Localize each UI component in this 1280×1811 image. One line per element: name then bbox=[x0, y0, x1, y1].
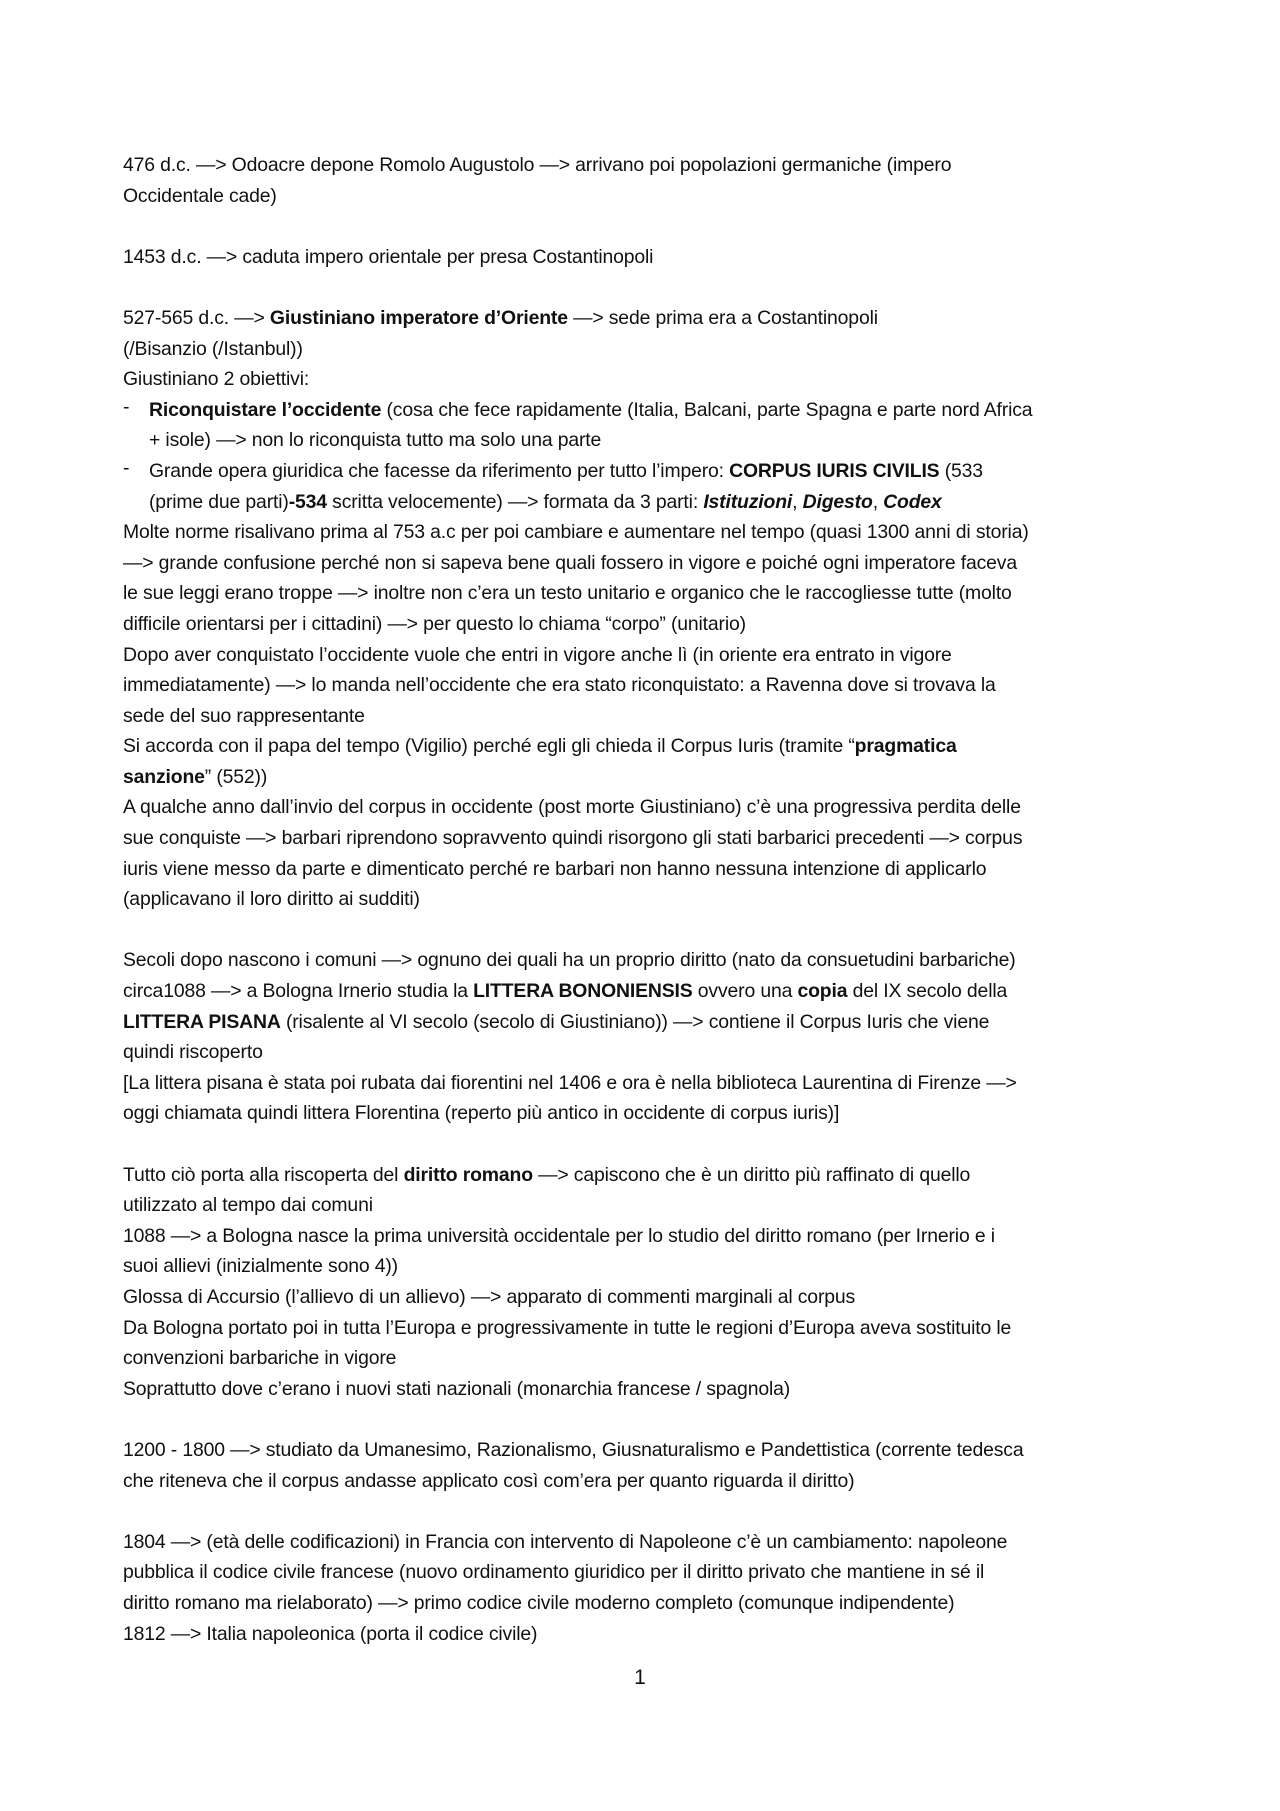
paragraph-gap bbox=[123, 1496, 1168, 1527]
document-body bbox=[123, 150, 1168, 1649]
text-span: le sue leggi erano troppe —> inoltre non c’era un testo unitario e organico che le raccogliesse tutte (molto bbox=[123, 582, 1012, 605]
text-line bbox=[123, 1068, 1168, 1099]
bold-term: diritto romano bbox=[403, 1163, 533, 1186]
text-line bbox=[123, 181, 1168, 212]
text-span: Si accorda con il papa del tempo (Vigilio) perché egli gli chieda il Corpus Iuris (tramite “ bbox=[123, 735, 855, 758]
text-line bbox=[123, 884, 1168, 915]
text-line bbox=[123, 854, 1168, 885]
text-line bbox=[123, 1435, 1168, 1466]
text-line bbox=[123, 792, 1168, 823]
bold-term: Giustiniano imperatore d’Oriente bbox=[269, 306, 568, 329]
text-span: (applicavano il loro diritto ai sudditi) bbox=[123, 888, 420, 911]
text-line bbox=[123, 1343, 1168, 1374]
bold-italic-term: Digesto bbox=[802, 490, 873, 513]
text-line bbox=[123, 1160, 1168, 1191]
text-span: Molte norme risalivano prima al 753 a.c per poi cambiare e aumentare nel tempo (quasi 1300 anni di storia) bbox=[123, 521, 1029, 544]
emphasis bbox=[883, 491, 942, 513]
emphasis bbox=[703, 491, 792, 513]
text-line bbox=[123, 517, 1168, 548]
bullet-continuation bbox=[123, 425, 1168, 456]
paragraph-gap bbox=[123, 272, 1168, 303]
text-span: A qualche anno dall’invio del corpus in occidente (post morte Giustiniano) c’è una progressiva perdita delle bbox=[123, 796, 1021, 819]
text-span: 1200 - 1800 —> studiato da Umanesimo, Razionalismo, Giusnaturalismo e Pandettistica (corrente tedesca bbox=[123, 1438, 1024, 1461]
text-span: 1812 —> Italia napoleonica (porta il codice civile) bbox=[123, 1622, 538, 1645]
text-span: —> capiscono che è un diritto più raffinato di quello bbox=[532, 1163, 971, 1186]
bold-term: pragmatica bbox=[854, 735, 957, 758]
text-line bbox=[123, 762, 1168, 793]
text-span: + isole) —> non lo riconquista tutto ma solo una parte bbox=[149, 429, 602, 452]
text-line bbox=[123, 1588, 1168, 1619]
text-line bbox=[123, 670, 1168, 701]
text-span: scritta velocemente) —> formata da 3 parti: bbox=[326, 490, 704, 513]
text-span: iuris viene messo da parte e dimenticato perché re barbari non hanno nessuna intenzione di applicarlo bbox=[123, 857, 987, 880]
text-line bbox=[123, 1282, 1168, 1313]
text-span: convenzioni barbariche in vigore bbox=[123, 1347, 397, 1370]
text-line bbox=[123, 548, 1168, 579]
text-span: oggi chiamata quindi littera Florentina (reperto più antico in occidente di corpus iuris)] bbox=[123, 1102, 840, 1125]
text-span: pubblica il codice civile francese (nuovo ordinamento giuridico per il diritto privato che mantiene in sé il bbox=[123, 1561, 985, 1584]
text-span: ovvero una bbox=[692, 980, 798, 1003]
text-span: 527-565 d.c. —> bbox=[123, 306, 270, 329]
bold-term: LITTERA BONONIENSIS bbox=[473, 980, 693, 1003]
text-line bbox=[123, 640, 1168, 671]
text-span: Occidentale cade) bbox=[123, 184, 277, 207]
bullet-continuation bbox=[123, 487, 1168, 518]
text-line bbox=[123, 609, 1168, 640]
text-span: ” (552)) bbox=[204, 765, 268, 788]
text-span: utilizzato al tempo dai comuni bbox=[123, 1194, 373, 1217]
text-span: Glossa di Accursio (l’allievo di un allievo) —> apparato di commenti marginali al corpus bbox=[123, 1285, 856, 1308]
text-span: Giustiniano 2 obiettivi: bbox=[123, 368, 310, 391]
text-span: 1453 d.c. —> caduta impero orientale per presa Costantinopoli bbox=[123, 245, 654, 268]
paragraph-gap bbox=[123, 915, 1168, 946]
text-line bbox=[123, 1557, 1168, 1588]
emphasis bbox=[803, 491, 873, 513]
text-span: (risalente al VI secolo (secolo di Giustiniano)) —> contiene il Corpus Iuris che viene bbox=[280, 1010, 990, 1033]
text-line bbox=[123, 945, 1168, 976]
bold-term: sanzione bbox=[123, 765, 205, 788]
page-number: 1 bbox=[634, 1666, 646, 1689]
paragraph-gap bbox=[123, 211, 1168, 242]
text-span: Dopo aver conquistato l’occidente vuole che entri in vigore anche lì (in oriente era entrato in vigore bbox=[123, 643, 952, 666]
text-line bbox=[123, 303, 1168, 334]
text-span: sede del suo rappresentante bbox=[123, 704, 365, 727]
text-line bbox=[123, 578, 1168, 609]
text-line bbox=[123, 1527, 1168, 1558]
paragraph-gap bbox=[123, 1404, 1168, 1435]
text-span: suoi allievi (inizialmente sono 4)) bbox=[123, 1255, 398, 1278]
text-span: immediatamente) —> lo manda nell’occidente che era stato riconquistato: a Ravenna dove si trovava la bbox=[123, 674, 996, 697]
text-line bbox=[123, 1251, 1168, 1282]
paragraph-gap bbox=[123, 1129, 1168, 1160]
text-span: (cosa che fece rapidamente (Italia, Balcani, parte Spagna e parte nord Africa bbox=[381, 398, 1033, 421]
text-span: difficile orientarsi per i cittadini) —> per questo lo chiama “corpo” (unitario) bbox=[123, 612, 746, 635]
text-line bbox=[123, 1221, 1168, 1252]
text-line bbox=[123, 701, 1168, 732]
text-line bbox=[123, 1313, 1168, 1344]
text-line bbox=[123, 1098, 1168, 1129]
text-span: (prime due parti) bbox=[149, 490, 289, 513]
text-line bbox=[123, 242, 1168, 273]
text-span: Tutto ciò porta alla riscoperta del bbox=[123, 1163, 404, 1186]
text-span: (/Bisanzio (/Istanbul)) bbox=[123, 337, 303, 360]
text-span: —> grande confusione perché non si sapeva bene quali fossero in vigore e poiché ogni imperatore faceva bbox=[123, 551, 1017, 574]
text-line bbox=[123, 1619, 1168, 1650]
text-line bbox=[123, 823, 1168, 854]
text-span: che riteneva che il corpus andasse applicato così com’era per quanto riguarda il diritto) bbox=[123, 1469, 855, 1492]
text-span: 1088 —> a Bologna nasce la prima università occidentale per lo studio del diritto romano (per Irnerio e i bbox=[123, 1224, 995, 1247]
bullet-dash: - bbox=[123, 456, 130, 479]
text-span: Soprattutto dove c’erano i nuovi stati nazionali (monarchia francese / spagnola) bbox=[123, 1377, 791, 1400]
text-span: circa1088 —> a Bologna Irnerio studia la bbox=[123, 980, 474, 1003]
text-line bbox=[123, 1466, 1168, 1497]
text-span: , bbox=[872, 490, 884, 513]
text-span: Secoli dopo nascono i comuni —> ognuno dei quali ha un proprio diritto (nato da consuetudini barbariche) bbox=[123, 949, 1016, 972]
bold-term: Riconquistare l’occidente bbox=[149, 398, 382, 421]
bullet-item bbox=[123, 395, 1168, 426]
text-line bbox=[123, 364, 1168, 395]
text-span: Da Bologna portato poi in tutta l’Europa e progressivamente in tutte le regioni d’Europa aveva sostituito le bbox=[123, 1316, 1012, 1339]
text-span: diritto romano ma rielaborato) —> primo codice civile moderno completo (comunque indipendente) bbox=[123, 1591, 955, 1614]
text-span: —> sede prima era a Costantinopoli bbox=[567, 306, 878, 329]
text-line bbox=[123, 334, 1168, 365]
text-span: 476 d.c. —> Odoacre depone Romolo Augustolo —> arrivano poi popolazioni germaniche (impero bbox=[123, 154, 952, 176]
text-span: (533 bbox=[939, 459, 983, 482]
text-line bbox=[123, 150, 1168, 181]
text-span: quindi riscoperto bbox=[123, 1041, 263, 1064]
bold-term: CORPUS IURIS CIVILIS bbox=[729, 459, 940, 482]
text-span: [La littera pisana è stata poi rubata dai fiorentini nel 1406 e ora è nella biblioteca Laurentina di Firenze —> bbox=[123, 1071, 1017, 1094]
bold-italic-term: Istituzioni bbox=[703, 490, 793, 513]
text-line bbox=[123, 1037, 1168, 1068]
bullet-dash: - bbox=[123, 395, 130, 418]
text-span: Grande opera giuridica che facesse da riferimento per tutto l’impero: bbox=[149, 459, 730, 482]
bold-term: LITTERA PISANA bbox=[123, 1010, 281, 1033]
text-span: , bbox=[792, 490, 803, 513]
text-line bbox=[123, 976, 1168, 1007]
bold-term: -534 bbox=[288, 490, 327, 513]
text-line bbox=[123, 1190, 1168, 1221]
text-line bbox=[123, 1374, 1168, 1405]
bullet-item bbox=[123, 456, 1168, 487]
text-span: 1804 —> (età delle codificazioni) in Francia con intervento di Napoleone c’è un cambiamento: napoleone bbox=[123, 1530, 1008, 1553]
bold-term: copia bbox=[797, 980, 848, 1003]
text-line bbox=[123, 1007, 1168, 1038]
text-span: del IX secolo della bbox=[847, 980, 1008, 1003]
text-line bbox=[123, 731, 1168, 762]
text-span: sue conquiste —> barbari riprendono sopravvento quindi risorgono gli stati barbarici precedenti —> corpus bbox=[123, 827, 1023, 850]
bold-italic-term: Codex bbox=[883, 490, 942, 513]
